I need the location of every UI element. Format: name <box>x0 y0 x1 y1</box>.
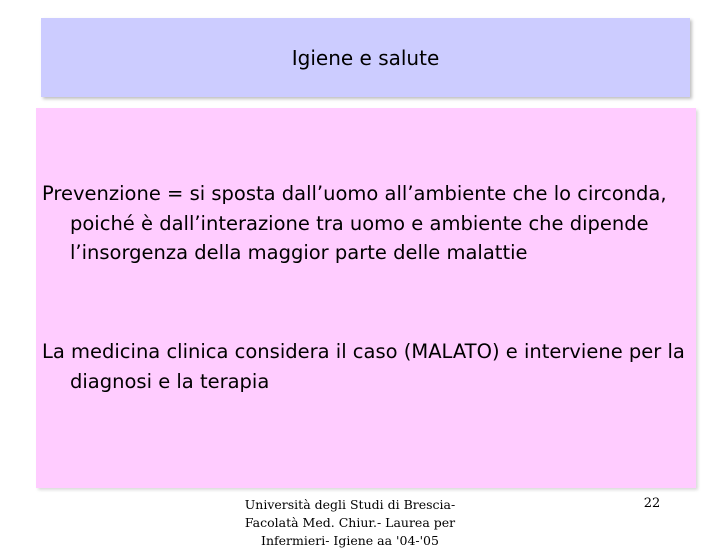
slide-footer: Università degli Studi di Brescia-Facolatà Med. Chiur.- Laurea per Infermieri- Igiene aa '04-'05 <box>244 497 456 548</box>
page-number: 22 <box>643 496 661 511</box>
paragraph-medicina-clinica: La medicina clinica considera il caso (MALATO) e interviene per la diagnosi e la terapia <box>42 340 685 393</box>
slide-title: Igiene e salute <box>291 46 440 70</box>
slide-body-box <box>36 108 696 488</box>
paragraph-prevenzione: Prevenzione = si sposta dall’uomo all’ambiente che lo circonda, poiché è dall’interazione tra uomo e ambiente che dipende l’insorgenza della maggior parte delle malattie <box>42 182 667 264</box>
slide-title-box <box>41 18 690 97</box>
